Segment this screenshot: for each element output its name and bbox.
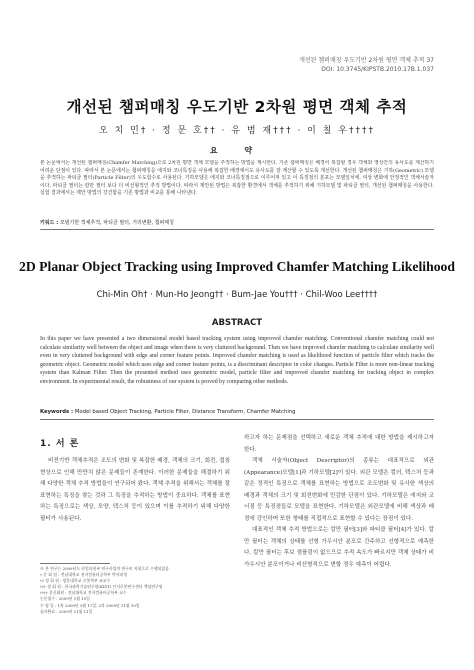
footnote-divider [40, 563, 110, 564]
paragraph: 하고자 하는 문제점을 선택하고 새로운 객체 추적에 대한 방법을 제시하고자 한다. [244, 435, 434, 453]
paragraph-text: 객체 서술자(Object Descriptor)의 종류는 대표적으로 외관(Appearance)모델[1]과 기하모델[2]이 있다. 외관 모델은 컬러, 텍스처 등과 같은 정적인 특징으로 객체를 표현하는 방법으로 조도변화 및 유사한 색상의 배경과 객체의 크기 및 회전변화에 민감한 단점이 있다. 기하모델은 에지와 코너점 등 특징점들로 모델을 표현한다. 기하모델은 외관모델에 비해 색상과 배경에 강인하며 또한 형태를 직접적으로 표현할 수 있다는 장점이 있다. [244, 458, 434, 522]
english-abstract: In this paper we have presented a two dimensional model based tracking system using improved chamfer matching. Conventional chamfer matching could not calculate similarity well between the object and image when there is very cluttered background. Then we have improved chamfer matching to calculate similarity well even in very cluttered background with edge and corner feature points. Improved chamfer matching is used as likelihood function of particle filter which tracks the geometric object. Geometric model which uses edge and corner feature points, is a discriminant descriptor in color changes. Particle Filter is more non-linear tracking system than Kalman Filter. Then the presented method uses geometric model, particle filter and improved chamfer matching for tracking object in complex environment. In experimental result, the robustness of our system is proved by comparing other methods. [40, 336, 434, 385]
korean-keywords-label: 키워드 : [40, 220, 59, 226]
english-keywords [40, 409, 434, 415]
footnote: †† 정 회 원 : 광운대학교 로봇학부 조교수 [40, 578, 111, 584]
footnotes [40, 566, 230, 615]
english-authors: Chi-Min Oh† · Mun-Ho Jeong†† · Bum-Jae You††† · Chil-Woo Lee†††† [96, 290, 378, 300]
doi-line: DOI: 10.3745/KIPSTB.2010.17B.1.037 [321, 66, 434, 73]
divider [40, 419, 434, 420]
korean-keywords-text: 모델기반 객체추적, 파티클 필터, 거리변환, 챔퍼매칭 [59, 220, 174, 226]
korean-abstract: 본 논문에서는 개선된 챔퍼매칭(Chamfer Matching)으로 2차원 평면 객체 모델을 추적하는 방법을 제시한다. 기존 챔퍼매칭은 배경이 복잡할 경우 객체와 영상간의 유사도를 계산하기 어려운 단점이 있다. 따라서 본 논문에서는 챔퍼매칭을 에지와 코너특징을 사용해 복잡한 배경에서도 유사도를 잘 계산할 수 있도록 개선한다. 개선된 챔퍼매칭은 기하(Geometric) 모델을 추적하는 파티클 필터(Particle Filter)의 우도함수로 사용된다. 기하모델은 에지와 코너특징점으로 이루어져 있고 이 특징점의 분포는 모델일치에, 여상 변화에 안정적인 객체서술자이다. 파티클 필터는 칼만 필터 보다 더 비선형적인 추적 방법이다. 따라서 제안된 방법은 복잡한 환경에서 객체를 추적하기 위해 기하모델 및 파티클 필터, 개선된 챔퍼매칭을 사용한다. 실험 결과에서는 제안 방법의 강건함을 기존 방법과 비교를 통해 나타낸다. [40, 160, 434, 197]
footnote: 수 정 일 : 1차 2009년 3월 17일, 2차 2009년 11월 10일 [40, 602, 140, 608]
paragraph-text: 대표적인 객체 추적 방법으로는 칼만 필터[3]와 파티클 필터[4]가 있다. 칼만 필터는 객체의 상태를 선형 가우시안 분포로 간주하고 선형적으로 예측한다. 칼만 필터는 후보 샘플링이 없으므로 추적 속도가 빠르지만 객체 상태가 비가우시안 분포이거나 비선형적으로 변할 경우 예측이 어렵다. [244, 527, 434, 568]
korean-authors: 오 치 민† · 정 문 호†† · 유 범 재††† · 이 칠 우†††† [99, 126, 375, 136]
english-abstract-heading: ABSTRACT [211, 318, 263, 328]
footnote: †††† 종신회원 : 전남대학교 전자컴퓨터공학부 교수 [40, 590, 127, 596]
left-column-text [40, 456, 230, 560]
footnote: 심사완료 : 2009년 11월 11일 [40, 608, 93, 614]
divider [40, 229, 434, 230]
footnote: † 준 회 원 : 전남대학교 전자컴퓨터공학부 박사과정 [40, 572, 128, 578]
footnote: ††† 정 회 원 : 한국과학기술연구원(KIST) 인지로봇연구센터 책임연구원 [40, 584, 163, 590]
right-column-text [244, 433, 434, 658]
footnote: 논문접수 : 2009년 1월 10일 [40, 596, 90, 602]
english-keywords-label: Keywords : [40, 409, 74, 415]
korean-keywords [40, 219, 434, 226]
english-keywords-text: Model based Object Tracking, Particle Filter, Distance Transform, Chamfer Matching [74, 409, 296, 415]
section-heading: 1. 서 론 [40, 439, 80, 449]
footnote: ※ 본 연구는 2009년도 산업자원부 연구사업의 연구비 지원으로 수행되었음. [40, 566, 171, 571]
intro-paragraph: 비전기반 객체추적은 조도의 변화 및 복잡한 배경, 객체의 크기, 회전, 겹침 현상으로 인해 만만치 않은 문제들이 존재한다. 이러한 문제들을 해결하기 위해 다양한 객체 추적 방법들이 연구되어 왔다. 객체 추적을 위해서는 객체를 잘 표현하는 특징을 찾는 것과 그 특징을 추적하는 방법이 중요하다. 객체를 표현하는 특징으로는 색상, 모양, 텍스처 등이 있으며 이를 추적하기 위해 다양한 필터가 사용된다. [40, 458, 230, 522]
running-header: 개선된 챔퍼매칭 우도기반 2차원 평면 객체 추적 37 [299, 57, 434, 64]
paragraph [244, 525, 434, 571]
paragraph [244, 456, 434, 525]
korean-title: 개선된 챔퍼매칭 우도기반 2차원 평면 객체 추적 [66, 98, 408, 116]
korean-abstract-heading: 요 약 [209, 146, 265, 155]
english-title: 2D Planar Object Tracking using Improved Chamfer Matching Likelihood [19, 259, 455, 274]
